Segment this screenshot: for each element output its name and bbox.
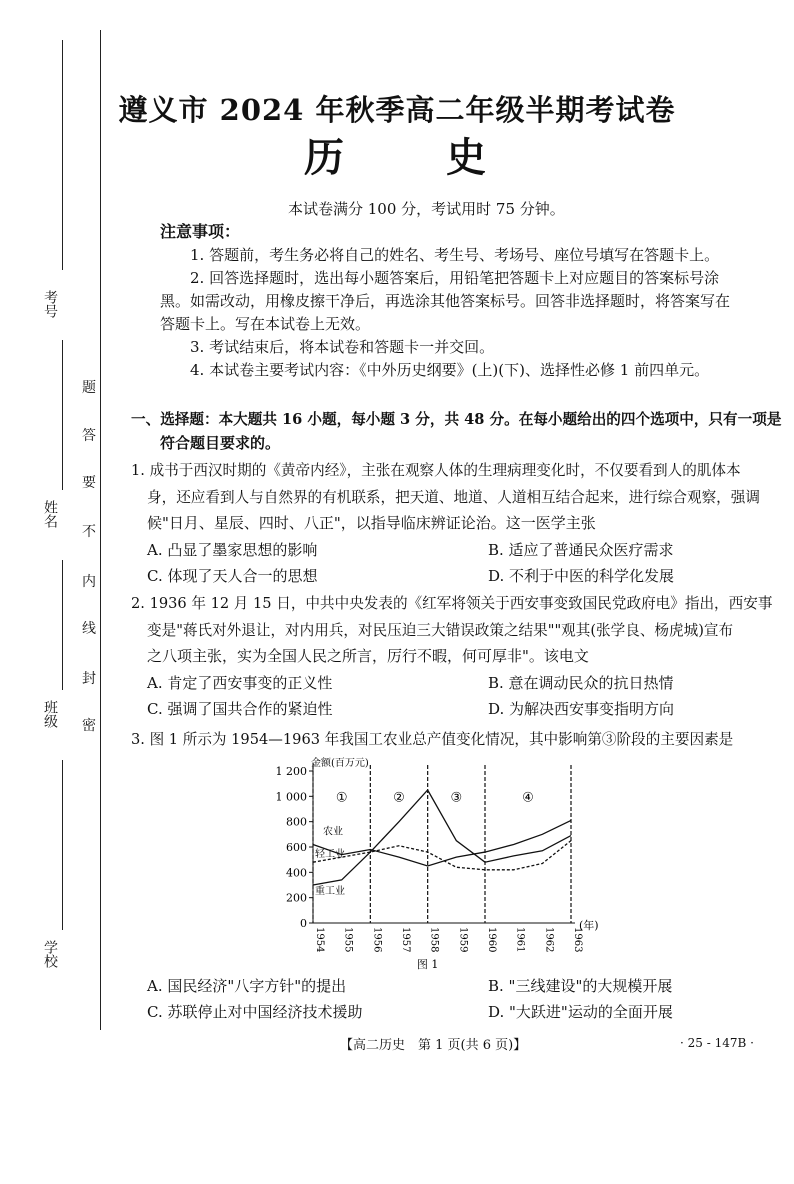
q1-option-b: B. 适应了普通民众医疗需求: [488, 541, 674, 559]
x-tick-label: 1962: [543, 927, 555, 953]
notice-item-3: 3. 考试结束后，将本试卷和答题卡一并交回。: [190, 338, 495, 356]
y-tick-label: 1 200: [275, 765, 307, 778]
class-line: [62, 560, 63, 690]
series-label: 重工业: [315, 885, 345, 897]
stage-label: ③: [450, 790, 463, 806]
stage-label: ①: [335, 790, 348, 806]
y-tick-label: 400: [286, 866, 307, 880]
x-tick-label: 1957: [400, 927, 411, 953]
q2-option-c: C. 强调了国共合作的紧迫性: [147, 700, 333, 718]
q3-stem: 3. 图 1 所示为 1954—1963 年我国工农业总产值变化情况，其中影响第③阶段的主要因素是: [131, 731, 734, 748]
name-line: [62, 340, 63, 490]
q3-option-b: B. "三线建设"的大规模开展: [488, 977, 673, 995]
seal-char: 题: [82, 380, 96, 396]
seal-char: 内: [82, 574, 96, 590]
x-tick-label: 1960: [486, 927, 497, 953]
q2-option-b: B. 意在调动民众的抗日热情: [488, 674, 674, 692]
label-name: 姓名: [42, 500, 58, 528]
q2-stem-cont: 变是"蒋氏对外退让，对内用兵，对民压迫三大错误政策之结果""观其(张学良、杨虎城)宣布: [147, 622, 734, 639]
y-tick-label: 200: [286, 891, 307, 905]
notice-heading: 注意事项：: [160, 222, 241, 241]
q1-option-a: A. 凸显了墨家思想的影响: [147, 541, 318, 559]
series-line: [313, 841, 571, 870]
notice-item-2: 2. 回答选择题时，选出每小题答案后，用铅笔把答题卡上对应题目的答案标号涂: [190, 269, 720, 287]
q3-option-c: C. 苏联停止对中国经济技术援助: [147, 1003, 363, 1021]
exam-title: 遵义市 2024 年秋季高二年级半期考试卷: [118, 93, 676, 127]
seal-char: 答: [82, 428, 96, 444]
y-axis-label: 金额(百万元): [311, 758, 369, 769]
notice-item-4: 4. 本试卷主要考试内容：《中外历史纲要》(上)(下)、选择性必修 1 前四单元。: [190, 361, 710, 379]
seal-char: 封: [82, 671, 96, 687]
seal-char: 线: [82, 621, 96, 637]
seal-char: 不: [82, 524, 96, 540]
q2-stem: 2. 1936 年 12 月 15 日，中共中央发表的《红军将领关于西安事变致国民党政府电》指出，西安事: [131, 595, 773, 612]
chart-caption: 图 1: [416, 958, 439, 971]
x-tick-label: 1963: [572, 927, 583, 953]
seal-char: 要: [82, 475, 96, 491]
q1-stem-cont: 候"日月、星辰、四时、八正"，以指导临床辨证论治。这一医学主张: [147, 514, 596, 532]
label-class: 班级: [42, 700, 58, 728]
x-tick-label: 1956: [371, 927, 383, 953]
notice-item-1: 1. 答题前，考生务必将自己的姓名、考生号、考场号、座位号填写在答题卡上。: [190, 246, 720, 264]
q1-option-d: D. 不利于中医的科学化发展: [488, 567, 675, 585]
q3-option-a: A. 国民经济"八字方针"的提出: [147, 977, 347, 995]
series-label: 轻工业: [315, 849, 345, 861]
label-exam-number: 考号: [42, 290, 58, 318]
notice-item-2-cont: 答题卡上。写在本试卷上无效。: [160, 315, 371, 333]
q1-option-c: C. 体现了天人合一的思想: [147, 567, 318, 585]
notice-item-2-cont: 黑。如需改动，用橡皮擦干净后，再选涂其他答案标号。回答非选择题时，将答案写在: [160, 292, 731, 310]
y-tick-label: 800: [286, 815, 307, 829]
q1-stem-cont: 身，还应看到人与自然界的有机联系，把天道、地道、人道相互结合起来，进行综合观察，强调: [147, 489, 760, 506]
line-chart: [270, 756, 620, 971]
x-tick-label: 1955: [342, 927, 354, 953]
series-label: 农业: [323, 826, 343, 838]
y-tick-label: 0: [300, 917, 307, 930]
section-heading-cont: 符合题目要求的。: [160, 434, 281, 452]
label-school: 学校: [42, 940, 58, 968]
y-tick-label: 1 000: [275, 790, 307, 804]
q2-option-a: A. 肯定了西安事变的正义性: [147, 674, 333, 692]
page-footer: 【高二历史 第 1 页(共 6 页)】: [340, 1038, 527, 1053]
q3-option-d: D. "大跃进"运动的全面开展: [488, 1003, 673, 1021]
subject-title: 历 史: [304, 134, 530, 181]
stage-label: ②: [393, 790, 405, 806]
paper-code: · 25 - 147B ·: [680, 1036, 754, 1050]
q2-option-d: D. 为解决西安事变指明方向: [488, 700, 675, 718]
x-tick-label: 1958: [428, 927, 440, 953]
section-heading: 一、选择题：本大题共 16 小题，每小题 3 分，共 48 分。在每小题给出的四个选项中，只有一项是: [131, 411, 782, 428]
x-axis-unit: (年): [579, 919, 599, 932]
school-line: [62, 760, 63, 930]
q1-stem: 1. 成书于西汉时期的《黄帝内经》，主张在观察人体的生理病理变化时，不仅要看到人的肌体本: [131, 462, 741, 479]
x-tick-label: 1954: [314, 927, 325, 953]
seal-char: 密: [82, 718, 96, 734]
x-tick-label: 1959: [457, 927, 469, 953]
stage-label: ④: [522, 790, 534, 806]
q2-stem-cont: 之八项主张，实为全国人民之所言，厉行不暇，何可厚非"。该电文: [147, 647, 589, 665]
y-tick-label: 600: [286, 841, 307, 854]
exam-info: 本试卷满分 100 分，考试用时 75 分钟。: [288, 200, 565, 218]
x-tick-label: 1961: [514, 927, 526, 953]
